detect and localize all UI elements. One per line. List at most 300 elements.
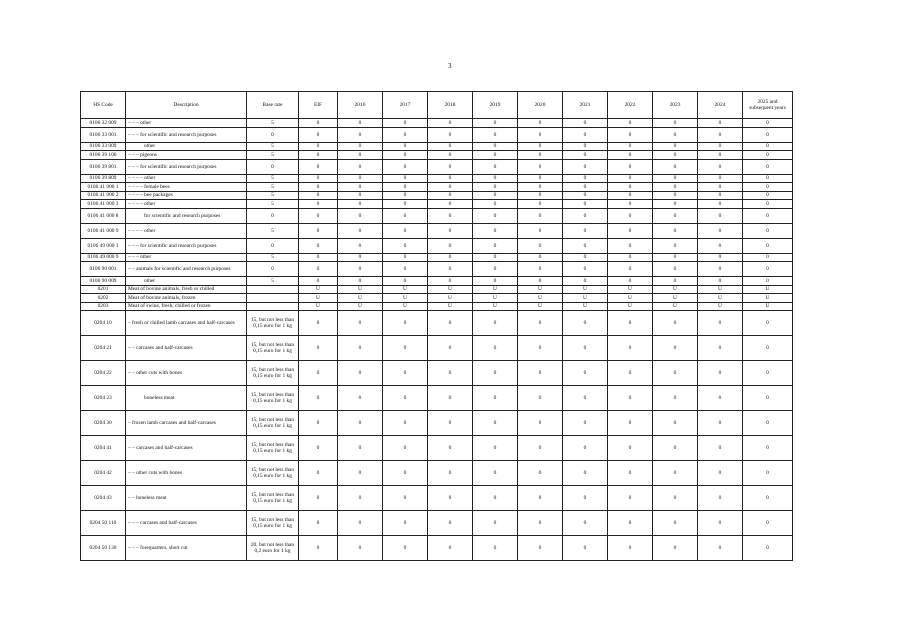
rate-cell: 0 <box>698 336 743 361</box>
rate-cell: 0 <box>473 208 518 223</box>
rate-cell: 0 <box>563 262 608 277</box>
description-cell: – – – forequarters, short cut <box>126 536 247 561</box>
rate-cell: 0 <box>428 151 473 160</box>
rate-cell: 0 <box>743 511 793 536</box>
rate-cell: 0 <box>563 461 608 486</box>
rate-cell: 0 <box>698 436 743 461</box>
base-rate-cell: 15, but not less than 0,15 euro for 1 kg <box>247 336 299 361</box>
rate-cell: 0 <box>653 486 698 511</box>
rate-cell: 0 <box>563 174 608 183</box>
base-rate-cell: 5 <box>247 277 299 286</box>
rate-cell: 0 <box>428 119 473 128</box>
rate-cell: 0 <box>428 361 473 386</box>
rate-cell: 0 <box>383 174 428 183</box>
hs-code-cell: 0204 41 <box>81 436 126 461</box>
base-rate-cell <box>247 294 299 303</box>
description-cell: Meat of bovine animals, fresh or chilled <box>126 285 247 294</box>
base-rate-cell: 5 <box>247 223 299 238</box>
rate-cell: 0 <box>743 361 793 386</box>
rate-cell: 0 <box>338 262 383 277</box>
rate-cell: 0 <box>473 127 518 142</box>
rate-cell: 0 <box>653 511 698 536</box>
table-row <box>81 486 793 511</box>
description-cell: – – other cuts with bones <box>126 461 247 486</box>
rate-cell: 0 <box>299 536 338 561</box>
rate-cell: 0 <box>338 159 383 174</box>
rate-cell: 0 <box>518 486 563 511</box>
rate-cell: 0 <box>563 361 608 386</box>
rate-cell: 0 <box>338 486 383 511</box>
rate-cell: 0 <box>518 311 563 336</box>
rate-cell: 0 <box>428 511 473 536</box>
rate-cell: 0 <box>653 311 698 336</box>
rate-cell: 0 <box>743 127 793 142</box>
base-rate-cell: 5 <box>247 174 299 183</box>
column-header: HS Code <box>81 92 126 119</box>
rate-cell: 0 <box>383 142 428 151</box>
rate-cell: 0 <box>743 311 793 336</box>
rate-cell: 0 <box>653 262 698 277</box>
base-rate-cell: 5 <box>247 253 299 262</box>
rate-cell: 0 <box>299 311 338 336</box>
rate-cell: 0 <box>743 277 793 286</box>
rate-cell: 0 <box>743 253 793 262</box>
base-rate-cell: 0 <box>247 159 299 174</box>
rate-cell: 0 <box>299 253 338 262</box>
rate-cell: 0 <box>743 191 793 200</box>
rate-cell: U <box>698 302 743 311</box>
rate-cell: 0 <box>299 127 338 142</box>
rate-cell: 0 <box>473 238 518 253</box>
rate-cell: U <box>653 285 698 294</box>
rate-cell: 0 <box>608 151 653 160</box>
rate-cell: 0 <box>743 436 793 461</box>
rate-cell: 0 <box>653 174 698 183</box>
rate-cell: 0 <box>698 361 743 386</box>
rate-cell: U <box>518 285 563 294</box>
rate-cell: 0 <box>383 200 428 209</box>
hs-code-cell: 0106 39 100 <box>81 151 126 160</box>
base-rate-cell: 5 <box>247 183 299 192</box>
description-cell: – – carcases and half-carcases <box>126 336 247 361</box>
rate-cell: 0 <box>563 191 608 200</box>
rate-cell: 0 <box>563 151 608 160</box>
rate-cell: 0 <box>608 191 653 200</box>
hs-code-cell: 0204 50 130 <box>81 536 126 561</box>
hs-code-cell: 0106 41 000 3 <box>81 200 126 209</box>
rate-cell: 0 <box>338 183 383 192</box>
rate-cell: 0 <box>608 119 653 128</box>
rate-cell: 0 <box>653 127 698 142</box>
rate-cell: 0 <box>563 536 608 561</box>
table-row <box>81 208 793 223</box>
rate-cell: 0 <box>428 159 473 174</box>
rate-cell: 0 <box>428 277 473 286</box>
rate-cell: 0 <box>338 253 383 262</box>
rate-cell: 0 <box>473 191 518 200</box>
rate-cell: 0 <box>653 436 698 461</box>
rate-cell: 0 <box>698 411 743 436</box>
rate-cell: 0 <box>383 436 428 461</box>
rate-cell: 0 <box>338 151 383 160</box>
rate-cell: 0 <box>338 436 383 461</box>
rate-cell: U <box>338 285 383 294</box>
rate-cell: 0 <box>518 151 563 160</box>
table-row <box>81 151 793 160</box>
rate-cell: 0 <box>428 336 473 361</box>
hs-code-cell: 0106 41 000 8 <box>81 208 126 223</box>
rate-cell: 0 <box>473 119 518 128</box>
rate-cell: 0 <box>428 183 473 192</box>
rate-cell: 0 <box>698 277 743 286</box>
rate-cell: 0 <box>338 411 383 436</box>
base-rate-cell: 15, but not less than 0,15 euro for 1 kg <box>247 386 299 411</box>
rate-cell: 0 <box>653 151 698 160</box>
rate-cell: 0 <box>383 277 428 286</box>
rate-cell: 0 <box>743 238 793 253</box>
rate-cell: 0 <box>698 262 743 277</box>
description-cell: – – – – bee packages <box>126 191 247 200</box>
rate-cell: U <box>383 294 428 303</box>
description-cell: – – – for scientific and research purposes <box>126 159 247 174</box>
rate-cell: 0 <box>518 200 563 209</box>
rate-cell: 0 <box>473 486 518 511</box>
rate-cell: U <box>743 285 793 294</box>
rate-cell: 0 <box>383 191 428 200</box>
description-cell: – – – – female bees <box>126 183 247 192</box>
column-header: 2023 <box>653 92 698 119</box>
rate-cell: 0 <box>698 208 743 223</box>
table-row <box>81 294 793 303</box>
rate-cell: 0 <box>653 277 698 286</box>
rate-cell: 0 <box>518 159 563 174</box>
rate-cell: 0 <box>428 436 473 461</box>
rate-cell: 0 <box>563 142 608 151</box>
rate-cell: 0 <box>473 159 518 174</box>
hs-code-cell: 0204 30 <box>81 411 126 436</box>
rate-cell: 0 <box>563 159 608 174</box>
rate-cell: 0 <box>653 183 698 192</box>
rate-cell: U <box>608 294 653 303</box>
rate-cell: 0 <box>653 191 698 200</box>
rate-cell: 0 <box>299 174 338 183</box>
rate-cell: 0 <box>473 311 518 336</box>
table-row <box>81 386 793 411</box>
rate-cell: 0 <box>473 411 518 436</box>
rate-cell: 0 <box>338 238 383 253</box>
hs-code-cell: 0204 10 <box>81 311 126 336</box>
rate-cell: 0 <box>653 386 698 411</box>
rate-cell: U <box>473 285 518 294</box>
table-row <box>81 191 793 200</box>
rate-cell: 0 <box>299 200 338 209</box>
rate-cell: 0 <box>608 511 653 536</box>
rate-cell: 0 <box>338 336 383 361</box>
rate-cell: 0 <box>608 174 653 183</box>
table-row <box>81 461 793 486</box>
description-cell: Meat of bovine animals, frozen <box>126 294 247 303</box>
rate-cell: 0 <box>338 223 383 238</box>
column-header: Description <box>126 92 247 119</box>
rate-cell: 0 <box>299 151 338 160</box>
rate-cell: 0 <box>473 386 518 411</box>
table-row <box>81 311 793 336</box>
rate-cell: 0 <box>518 238 563 253</box>
hs-code-cell: 0201 <box>81 285 126 294</box>
rate-cell: 0 <box>563 127 608 142</box>
rate-cell: 0 <box>608 183 653 192</box>
base-rate-cell: 20, but not less than 0,2 euro for 1 kg <box>247 536 299 561</box>
rate-cell: 0 <box>299 511 338 536</box>
column-header: EIF <box>299 92 338 119</box>
rate-cell: 0 <box>383 253 428 262</box>
rate-cell: 0 <box>653 361 698 386</box>
rate-cell: 0 <box>518 208 563 223</box>
base-rate-cell: 15, but not less than 0,15 euro for 1 kg <box>247 436 299 461</box>
rate-cell: 0 <box>653 200 698 209</box>
rate-cell: 0 <box>299 386 338 411</box>
column-header: 2024 <box>698 92 743 119</box>
column-header: 2020 <box>518 92 563 119</box>
rate-cell: 0 <box>473 511 518 536</box>
rate-cell: 0 <box>338 536 383 561</box>
hs-code-cell: 0204 50 110 <box>81 511 126 536</box>
rate-cell: 0 <box>428 411 473 436</box>
rate-cell: 0 <box>518 411 563 436</box>
rate-cell: 0 <box>299 461 338 486</box>
rate-cell: U <box>518 302 563 311</box>
rate-cell: 0 <box>383 461 428 486</box>
rate-cell: U <box>698 285 743 294</box>
rate-cell: 0 <box>518 142 563 151</box>
rate-cell: 0 <box>698 127 743 142</box>
rate-cell: 0 <box>299 277 338 286</box>
column-header: 2021 <box>563 92 608 119</box>
rate-cell: 0 <box>608 159 653 174</box>
rate-cell: 0 <box>563 183 608 192</box>
rate-cell: 0 <box>473 536 518 561</box>
rate-cell: U <box>299 302 338 311</box>
table-row <box>81 159 793 174</box>
description-cell: – – other cuts with bones <box>126 361 247 386</box>
rate-cell: 0 <box>608 127 653 142</box>
rate-cell: 0 <box>563 223 608 238</box>
description-cell: – – – – other <box>126 223 247 238</box>
rate-cell: 0 <box>383 119 428 128</box>
rate-cell: 0 <box>518 536 563 561</box>
rate-cell: 0 <box>428 174 473 183</box>
rate-cell: U <box>428 294 473 303</box>
description-cell: – – – carcases and half-carcases <box>126 511 247 536</box>
rate-cell: 0 <box>518 361 563 386</box>
hs-code-cell: 0204 22 <box>81 361 126 386</box>
rate-cell: U <box>473 302 518 311</box>
rate-cell: 0 <box>653 253 698 262</box>
base-rate-cell: 15, but not less than 0,15 euro for 1 kg <box>247 461 299 486</box>
rate-cell: 0 <box>338 361 383 386</box>
rate-cell: 0 <box>563 208 608 223</box>
rate-cell: 0 <box>608 386 653 411</box>
hs-code-cell: 0106 49 000 9 <box>81 253 126 262</box>
hs-code-cell: 0106 41 000 9 <box>81 223 126 238</box>
table-row <box>81 142 793 151</box>
hs-code-cell: 0106 90 001 <box>81 262 126 277</box>
rate-cell: 0 <box>743 183 793 192</box>
rate-cell: 0 <box>428 386 473 411</box>
hs-code-cell: 0202 <box>81 294 126 303</box>
rate-cell: 0 <box>338 119 383 128</box>
rate-cell: 0 <box>563 119 608 128</box>
rate-cell: U <box>383 285 428 294</box>
rate-cell: 0 <box>383 361 428 386</box>
rate-cell: 0 <box>518 191 563 200</box>
hs-code-cell: 0204 21 <box>81 336 126 361</box>
rate-cell: 0 <box>473 151 518 160</box>
description-cell: – – – pigeons <box>126 151 247 160</box>
rate-cell: 0 <box>338 461 383 486</box>
rate-cell: 0 <box>383 208 428 223</box>
rate-cell: 0 <box>338 511 383 536</box>
rate-cell: 0 <box>518 461 563 486</box>
hs-code-cell: 0106 90 009 <box>81 277 126 286</box>
rate-cell: 0 <box>428 200 473 209</box>
rate-cell: 0 <box>698 311 743 336</box>
rate-cell: 0 <box>608 238 653 253</box>
base-rate-cell <box>247 302 299 311</box>
description-cell: – – – – other <box>126 174 247 183</box>
table-row <box>81 536 793 561</box>
base-rate-cell: 15, but not less than 0,15 euro for 1 kg <box>247 511 299 536</box>
rate-cell: 0 <box>518 183 563 192</box>
rate-cell: 0 <box>608 253 653 262</box>
table-row <box>81 511 793 536</box>
base-rate-cell: 5 <box>247 151 299 160</box>
description-cell: – – animals for scientific and research purposes <box>126 262 247 277</box>
rate-cell: 0 <box>563 238 608 253</box>
rate-cell: 0 <box>608 411 653 436</box>
rate-cell: 0 <box>338 174 383 183</box>
rate-cell: U <box>428 285 473 294</box>
description-cell: – – boneless meat <box>126 486 247 511</box>
rate-cell: 0 <box>743 411 793 436</box>
description-cell: – – – other <box>126 253 247 262</box>
rate-cell: 0 <box>698 183 743 192</box>
rate-cell: 0 <box>299 411 338 436</box>
rate-cell: U <box>743 294 793 303</box>
rate-cell: 0 <box>518 262 563 277</box>
rate-cell: 0 <box>428 208 473 223</box>
rate-cell: 0 <box>473 361 518 386</box>
rate-cell: 0 <box>383 386 428 411</box>
base-rate-cell: 15, but not less than 0,15 euro for 1 kg <box>247 311 299 336</box>
hs-code-cell: 0203 <box>81 302 126 311</box>
hs-code-cell: 0204 23 <box>81 386 126 411</box>
rate-cell: 0 <box>698 119 743 128</box>
description-cell: – – – for scientific and research purposes <box>126 127 247 142</box>
rate-cell: 0 <box>518 336 563 361</box>
description-cell: – – – other <box>126 119 247 128</box>
rate-cell: 0 <box>383 159 428 174</box>
table-row <box>81 183 793 192</box>
rate-cell: 0 <box>743 461 793 486</box>
rate-cell: 0 <box>653 142 698 151</box>
rate-cell: U <box>383 302 428 311</box>
rate-cell: U <box>563 294 608 303</box>
rate-cell: 0 <box>698 191 743 200</box>
table-row <box>81 411 793 436</box>
rate-cell: 0 <box>698 200 743 209</box>
rate-cell: 0 <box>698 253 743 262</box>
rate-cell: 0 <box>428 486 473 511</box>
rate-cell: 0 <box>518 253 563 262</box>
column-header: 2018 <box>428 92 473 119</box>
hs-code-cell: 0106 39 809 <box>81 174 126 183</box>
rate-cell: 0 <box>653 208 698 223</box>
hs-code-cell: 0106 32 009 <box>81 119 126 128</box>
rate-cell: 0 <box>698 142 743 151</box>
base-rate-cell <box>247 285 299 294</box>
base-rate-cell: 15, but not less than 0,15 euro for 1 kg <box>247 411 299 436</box>
column-header: 2025 and subsequent years <box>743 92 793 119</box>
rate-cell: 0 <box>383 183 428 192</box>
rate-cell: 0 <box>338 208 383 223</box>
rate-cell: 0 <box>338 277 383 286</box>
rate-cell: 0 <box>698 536 743 561</box>
rate-cell: 0 <box>563 411 608 436</box>
base-rate-cell: 0 <box>247 262 299 277</box>
rate-cell: 0 <box>743 208 793 223</box>
hs-code-cell: 0106 39 801 <box>81 159 126 174</box>
base-rate-cell: 5 <box>247 191 299 200</box>
rate-cell: 0 <box>473 142 518 151</box>
rate-cell: 0 <box>608 200 653 209</box>
rate-cell: 0 <box>608 208 653 223</box>
rate-cell: 0 <box>743 174 793 183</box>
rate-cell: 0 <box>299 336 338 361</box>
rate-cell: 0 <box>743 223 793 238</box>
rate-cell: 0 <box>473 200 518 209</box>
rate-cell: 0 <box>299 238 338 253</box>
rate-cell: 0 <box>383 486 428 511</box>
rate-cell: 0 <box>428 536 473 561</box>
table-row <box>81 361 793 386</box>
description-cell: other <box>126 142 247 151</box>
rate-cell: 0 <box>299 361 338 386</box>
description-cell: Meat of swine, fresh, chilled or frozen <box>126 302 247 311</box>
rate-cell: 0 <box>383 151 428 160</box>
rate-cell: 0 <box>653 119 698 128</box>
rate-cell: 0 <box>518 277 563 286</box>
rate-cell: U <box>299 285 338 294</box>
rate-cell: U <box>563 285 608 294</box>
column-header: 2019 <box>473 92 518 119</box>
rate-cell: 0 <box>608 536 653 561</box>
rate-cell: 0 <box>299 486 338 511</box>
rate-cell: 0 <box>563 511 608 536</box>
rate-cell: 0 <box>338 386 383 411</box>
base-rate-cell: 15, but not less than 0,15 euro for 1 kg <box>247 486 299 511</box>
rate-cell: 0 <box>473 183 518 192</box>
rate-cell: 0 <box>563 311 608 336</box>
base-rate-cell: 0 <box>247 127 299 142</box>
rate-cell: 0 <box>608 436 653 461</box>
table-row <box>81 277 793 286</box>
rate-cell: 0 <box>608 311 653 336</box>
rate-cell: 0 <box>518 174 563 183</box>
table-row <box>81 200 793 209</box>
rate-cell: 0 <box>383 127 428 142</box>
base-rate-cell: 15, but not less than 0,15 euro for 1 kg <box>247 361 299 386</box>
